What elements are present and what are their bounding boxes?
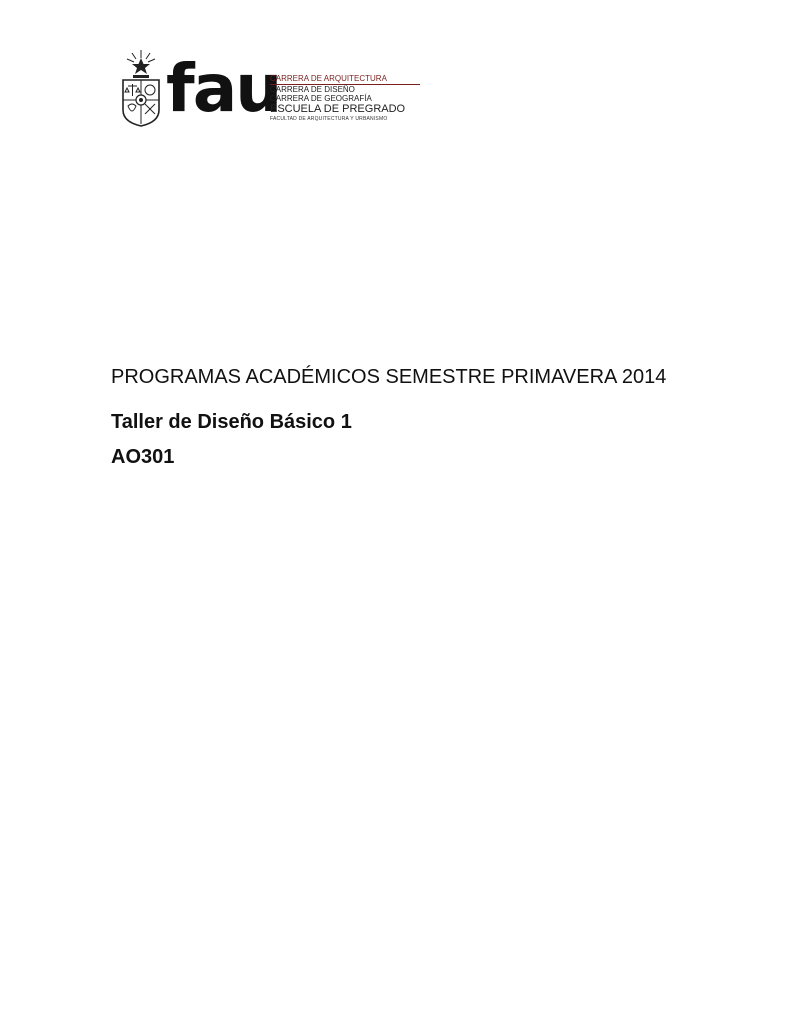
logo-line-geography: CARRERA DE GEOGRAFÍA [270,94,372,103]
logo-text-block [270,74,420,122]
faculty-logo [118,48,418,130]
course-code: AO301 [111,446,175,468]
logo-line-architecture: CARRERA DE ARQUITECTURA [270,74,420,85]
logo-line-faculty: FACULTAD DE ARQUITECTURA Y URBANISMO [270,116,388,122]
logo-line-school: ESCUELA DE PREGRADO [270,103,406,115]
university-crest-icon [118,48,164,128]
document-heading: PROGRAMAS ACADÉMICOS SEMESTRE PRIMAVERA 2014 [111,366,667,388]
logo-line-design: CARRERA DE DISEÑO [270,85,355,94]
fau-wordmark: fau [166,50,281,127]
course-name: Taller de Diseño Básico 1 [111,411,352,433]
